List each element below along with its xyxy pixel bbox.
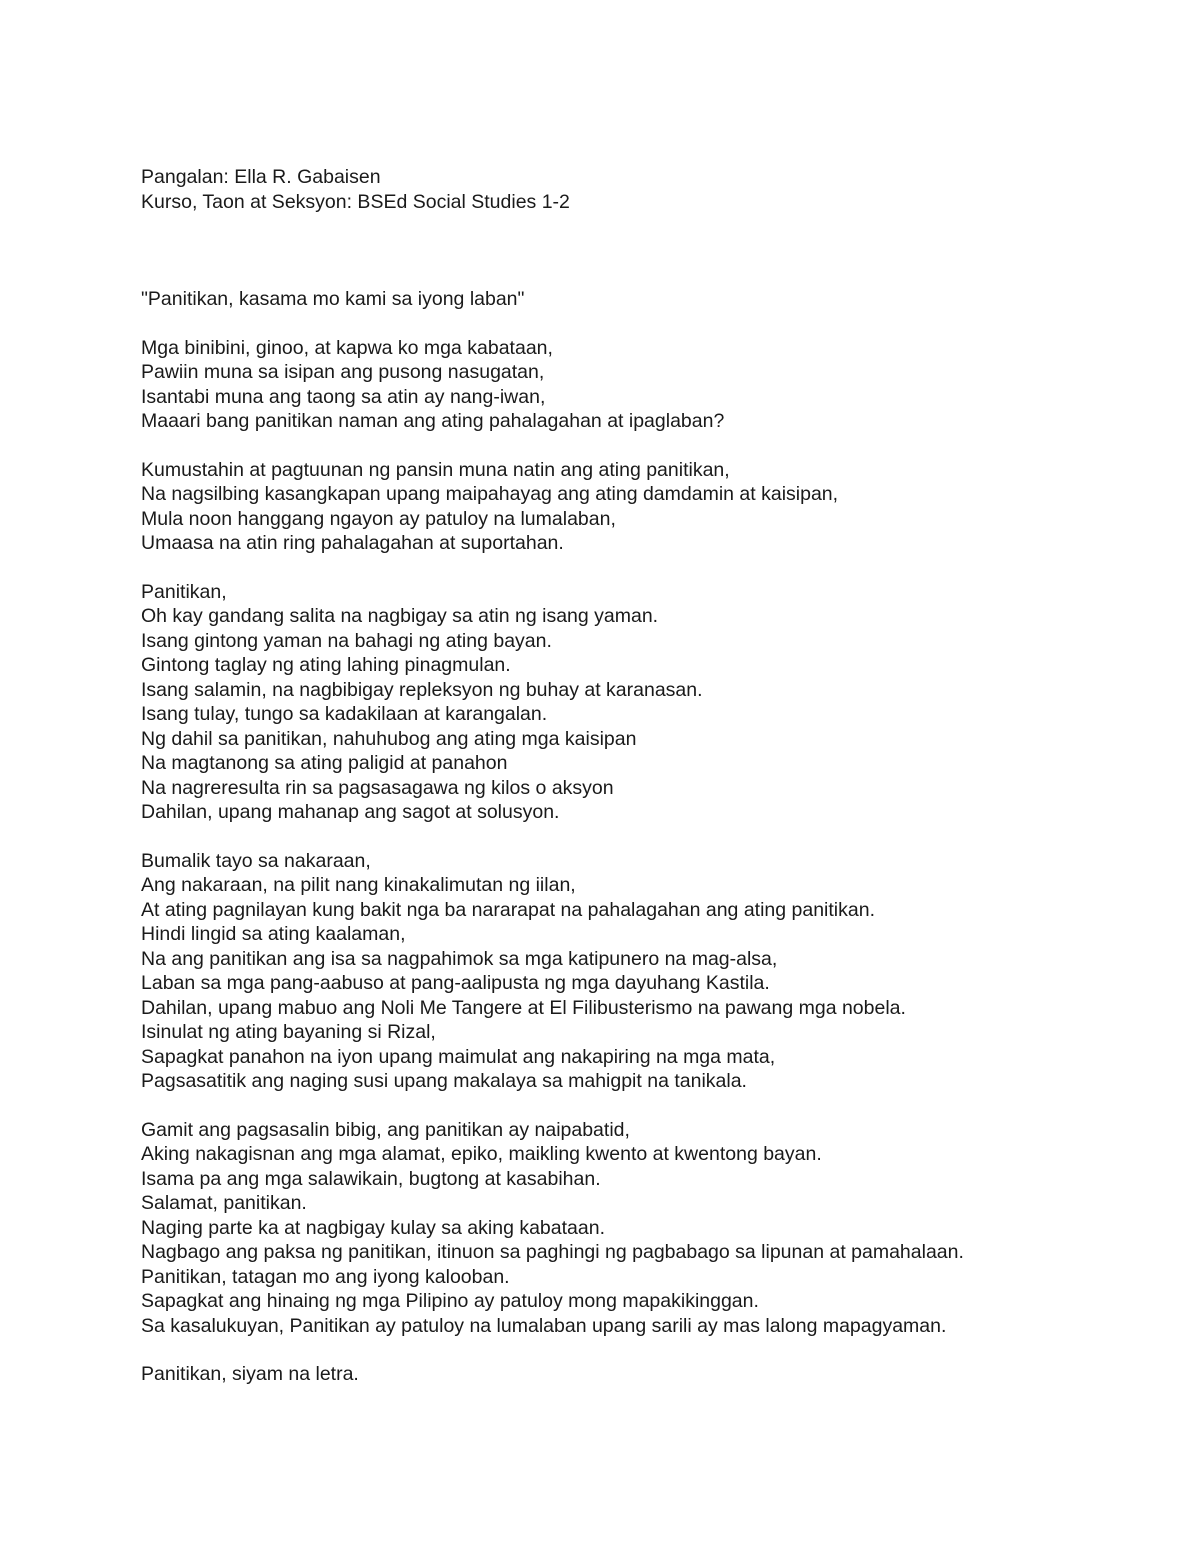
- poem-line: Sapagkat ang hinaing ng mga Pilipino ay patuloy mong mapakikinggan.: [141, 1290, 759, 1312]
- poem-stanza: [141, 580, 1141, 825]
- poem-line: Mga binibini, ginoo, at kapwa ko mga kabataan,: [141, 336, 553, 359]
- poem-line: Kumustahin at pagtuunan ng pansin muna natin ang ating panitikan,: [141, 458, 730, 481]
- poem-stanza: [141, 458, 1141, 556]
- poem-closing-line: Panitikan, siyam na letra.: [141, 1363, 359, 1385]
- poem-line: Na ang panitikan ang isa sa nagpahimok sa mga katipunero na mag-alsa,: [141, 947, 778, 970]
- poem-line: Sa kasalukuyan, Panitikan ay patuloy na lumalaban upang sarili ay mas lalong mapagyaman.: [141, 1314, 947, 1337]
- document-body: [141, 165, 1141, 1387]
- poem-line: Pagsasatitik ang naging susi upang makalaya sa mahigpit na tanikala.: [141, 1070, 747, 1092]
- poem-line: Gamit ang pagsasalin bibig, ang panitikan ay naipabatid,: [141, 1118, 630, 1141]
- poem-line: Bumalik tayo sa nakaraan,: [141, 849, 371, 872]
- poem-line: Na magtanong sa ating paligid at panahon: [141, 752, 508, 774]
- poem-line: Dahilan, upang mahanap ang sagot at solusyon.: [141, 801, 560, 823]
- poem-line: Isang gintong yaman na bahagi ng ating bayan.: [141, 629, 552, 652]
- poem-stanza: [141, 1118, 1141, 1339]
- poem-stanzas: [141, 336, 1141, 1339]
- poem-line: Na nagsilbing kasangkapan upang maipahayag ang ating damdamin at kaisipan,: [141, 483, 839, 505]
- poem-line: Isang salamin, na nagbibigay repleksyon ng buhay at karanasan.: [141, 678, 703, 701]
- poem-line: Maaari bang panitikan naman ang ating pahalagahan at ipaglaban?: [141, 410, 725, 432]
- poem-line: Ng dahil sa panitikan, nahuhubog ang ating mga kaisipan: [141, 727, 637, 750]
- poem-line: Hindi lingid sa ating kaalaman,: [141, 923, 406, 945]
- poem-line: Panitikan,: [141, 580, 227, 603]
- poem-line: Pawiin muna sa isipan ang pusong nasugatan,: [141, 361, 545, 383]
- poem-stanza: [141, 849, 1141, 1094]
- poem-line: Aking nakagisnan ang mga alamat, epiko, maikling kwento at kwentong bayan.: [141, 1143, 822, 1165]
- poem-line: Naging parte ka at nagbigay kulay sa aking kabataan.: [141, 1216, 605, 1239]
- poem-line: Umaasa na atin ring pahalagahan at suportahan.: [141, 532, 564, 554]
- poem-line: Panitikan, tatagan mo ang iyong kalooban.: [141, 1265, 510, 1288]
- poem-line: Sapagkat panahon na iyon upang maimulat ang nakapiring na mga mata,: [141, 1045, 776, 1068]
- poem-line: Ang nakaraan, na pilit nang kinakalimutan ng iilan,: [141, 874, 576, 896]
- poem-stanza: [141, 336, 1141, 434]
- poem-line: Isama pa ang mga salawikain, bugtong at kasabihan.: [141, 1167, 601, 1190]
- poem-line: Oh kay gandang salita na nagbigay sa atin ng isang yaman.: [141, 605, 659, 627]
- poem-line: Na nagreresulta rin sa pagsasagawa ng kilos o aksyon: [141, 776, 614, 799]
- poem-title: "Panitikan, kasama mo kami sa iyong laban": [141, 288, 525, 310]
- poem-line: Laban sa mga pang-aabuso at pang-aalipusta ng mga dayuhang Kastila.: [141, 972, 770, 994]
- poem-line: Dahilan, upang mabuo ang Noli Me Tangere at El Filibusterismo na pawang mga nobela.: [141, 996, 906, 1019]
- name-line: Pangalan: Ella R. Gabaisen: [141, 166, 381, 188]
- poem-line: Isinulat ng ating bayaning si Rizal,: [141, 1021, 436, 1043]
- poem-line: Isantabi muna ang taong sa atin ay nang-iwan,: [141, 385, 546, 408]
- poem-line: Gintong taglay ng ating lahing pinagmulan.: [141, 654, 511, 676]
- poem-line: Salamat, panitikan.: [141, 1192, 307, 1214]
- poem-line: Isang tulay, tungo sa kadakilaan at karangalan.: [141, 703, 548, 725]
- poem-line: Nagbago ang paksa ng panitikan, itinuon sa paghingi ng pagbabago sa lipunan at pamahalaan.: [141, 1241, 964, 1263]
- poem-line: At ating pagnilayan kung bakit nga ba nararapat na pahalagahan ang ating panitikan.: [141, 898, 875, 921]
- poem-line: Mula noon hanggang ngayon ay patuloy na lumalaban,: [141, 507, 616, 530]
- student-info: [141, 165, 1141, 214]
- course-line: Kurso, Taon at Seksyon: BSEd Social Studies 1-2: [141, 190, 570, 213]
